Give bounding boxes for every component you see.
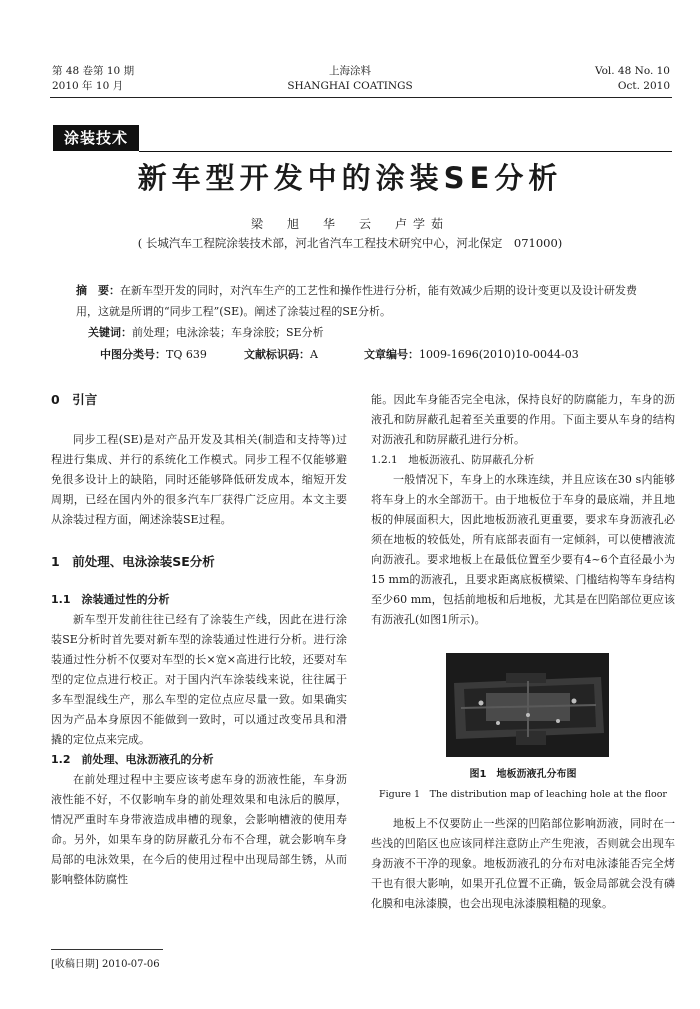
article-title: 新车型开发中的涂装SE分析 <box>137 161 563 195</box>
volume-issue: 第 48 卷第 10 期 <box>52 65 135 77</box>
heading-section-1: 1 前处理、电泳涂装SE分析 <box>51 554 215 569</box>
abstract-label: 摘 要： <box>76 284 120 297</box>
volume-issue-en: Vol. 48 No. 10 <box>594 65 670 77</box>
article-number <box>364 346 579 362</box>
publication-date: 2010 年 10 月 <box>52 80 124 92</box>
paragraph-section-1-2-1: 一般情况下，车身上的水珠连续，并且应该在30 s内能够将车身上的水全部沥干。由于地板位于车身的最底端，并且地板的伸展面积大，因此地板沥液孔更重要，要求车身沥液孔必须在地板的较低处，所有底部表面有一定倾斜，可以使槽液流向沥液孔。要求地板上在最低位置至少要有4~6个直径最小为15 mm的沥液孔，且要求距离底板横梁、门槛结构等车身结构至少60 mm，包括前地板和后地板，尤其是在凹陷部位更应该有沥液孔(如图1所示)。 <box>371 473 675 626</box>
heading-section-1-2-1: 1.2.1 地板沥液孔、防屏蔽孔分析 <box>371 454 535 466</box>
publication-date-en: Oct. 2010 <box>617 80 670 92</box>
article-number-label: 文章编号： <box>364 348 419 361</box>
abstract <box>76 280 642 322</box>
clc-label: 中图分类号： <box>100 348 166 361</box>
keywords-text: 前处理；电泳涂装；车身涂胶；SE分析 <box>132 326 324 339</box>
paragraph-after-figure: 地板上不仅要防止一些深的凹陷部位影响沥液，同时在一些浅的凹陷区也应该同样注意防止产生兜液，否则就会出现车身沥液不干净的现象。地板沥液孔的分布对电泳漆能否完全烤干也有很大影响，如果开孔位置不正确，钣金局部就会没有磷化膜和电泳漆膜，也会出现电泳漆膜粗糙的现象。 <box>371 817 675 910</box>
received-date: [收稿日期] 2010-07-06 <box>51 959 160 970</box>
figure-caption-en: Figure 1 The distribution map of leaching hole at the floor <box>379 789 667 800</box>
header-divider <box>50 97 672 98</box>
left-column <box>51 390 347 890</box>
floor-drain-hole-figure <box>446 653 609 757</box>
footnote-divider <box>51 949 163 950</box>
heading-introduction: 0 引言 <box>51 392 98 407</box>
keywords <box>88 324 324 340</box>
right-column-lower <box>371 814 675 914</box>
heading-section-1-1: 1.1 涂装通过性的分析 <box>51 593 170 606</box>
clc-value: TQ 639 <box>166 348 207 361</box>
paragraph-continued: 能。因此车身能否完全电泳，保持良好的防腐能力，车身的沥液孔和防屏蔽孔起着至关重要的作用。下面主要从车身的结构对沥液孔和防屏蔽孔进行分析。 <box>371 393 675 446</box>
journal-volume-en <box>595 64 670 94</box>
author-list: 梁 旭 华 云 卢学茹 <box>250 217 449 231</box>
keywords-label: 关键词： <box>88 326 132 339</box>
article-number-value: 1009-1696(2010)10-0044-03 <box>419 348 579 361</box>
section-tag: 涂装技术 <box>53 125 139 151</box>
figure-caption-zh: 图1 地板沥液孔分布图 <box>469 769 577 780</box>
paragraph-section-1-1: 新车型开发前往往已经有了涂装生产线，因此在进行涂装SE分析时首先要对新车型的涂装通过性进行分析。进行涂装通过性分析不仅要对车型的长×宽×高进行比较，还要对车型的定位点进行校正。对于国内汽车涂装线来说，往往属于多车型混线生产，那么车型的定位点应尽量一致。如果确实因为产品本身原因不能做到一致时，可以通过改变吊具和滑撬的定位点来完成。 <box>51 613 347 746</box>
right-column <box>371 390 675 630</box>
journal-name-zh: 上海涂料 <box>329 65 371 77</box>
paragraph-section-1-2: 在前处理过程中主要应该考虑车身的沥液性能，车身沥液性能不好，不仅影响车身的前处理效果和电泳后的膜厚，情况严重时车身带液造成串槽的现象，会影响槽液的使用寿命。另外，如果车身的防屏蔽孔分布不合理，就会影响车身局部的电泳效果，在今后的使用过程中出现局部生锈，从而影响整体防腐性 <box>51 773 347 886</box>
document-code-label: 文献标识码： <box>244 348 310 361</box>
journal-name-en: SHANGHAI COATINGS <box>287 80 413 92</box>
document-code-value: A <box>310 348 318 361</box>
floor-drain-hole-figure-image <box>446 653 609 757</box>
clc-number <box>100 346 207 362</box>
author-affiliation: ( 长城汽车工程院涂装技术部，河北省汽车工程技术研究中心，河北保定 071000) <box>137 236 563 250</box>
section-divider <box>139 151 672 152</box>
document-code <box>244 346 318 362</box>
paragraph-introduction: 同步工程(SE)是对产品开发及其相关(制造和支持等)过程进行集成、并行的系统化工作模式。同步工程不仅能够避免很多设计上的缺陷，同时还能够降低研发成本，缩短开发周期，已经在国内外的很多汽车厂获得广泛应用。本文主要从涂装过程方面，阐述涂装SE过程。 <box>51 433 347 526</box>
abstract-text: 在新车型开发的同时，对汽车生产的工艺性和操作性进行分析，能有效减少后期的设计变更以及设计研发费用，这就是所谓的“同步工程”(SE)。阐述了涂装过程的SE分析。 <box>76 284 637 318</box>
heading-section-1-2: 1.2 前处理、电泳沥液孔的分析 <box>51 753 214 766</box>
